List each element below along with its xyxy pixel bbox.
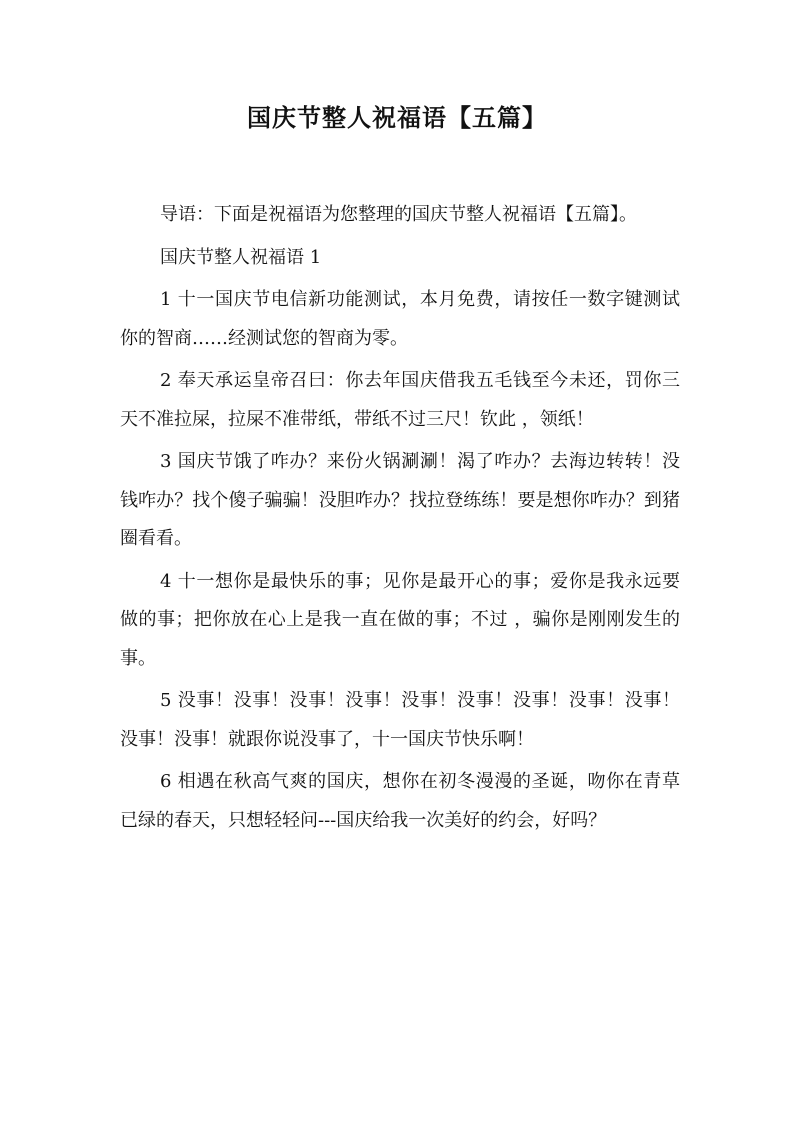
blessing-paragraph: 1 十一国庆节电信新功能测试，本月免费，请按任一数字键测试你的智商……经测试您的智商为零。 <box>120 289 680 349</box>
blessing-paragraph: 3 国庆节饿了咋办？来份火锅涮涮！渴了咋办？去海边转转！没钱咋办？找个傻子骗骗！没胆咋办？找拉登练练！要是想你咋办？到猪圈看看。 <box>120 451 680 549</box>
intro-paragraph: 导语：下面是祝福语为您整理的国庆节整人祝福语【五篇】。 <box>160 204 637 225</box>
blessing-paragraph: 2 奉天承运皇帝召曰：你去年国庆借我五毛钱至今未还，罚你三天不准拉屎，拉屎不准带纸，带纸不过三尺！钦此 ，领纸！ <box>120 370 680 430</box>
document-body <box>120 196 680 844</box>
blessing-paragraph: 5 没事！没事！没事！没事！没事！没事！没事！没事！没事！没事！没事！就跟你说没事了，十一国庆节快乐啊！ <box>120 690 680 750</box>
blessing-paragraph: 4 十一想你是最快乐的事；见你是最开心的事；爱你是我永远要做的事；把你放在心上是我一直在做的事；不过 ，骗你是刚刚发生的事。 <box>120 570 680 669</box>
section-heading: 国庆节整人祝福语 1 <box>160 246 322 268</box>
blessing-paragraph: 6 相遇在秋高气爽的国庆，想你在初冬漫漫的圣诞，吻你在青草已绿的春天，只想轻轻问---国庆给我一次美好的约会，好吗？ <box>120 771 680 831</box>
document-title: 国庆节整人祝福语【五篇】 <box>247 103 547 132</box>
